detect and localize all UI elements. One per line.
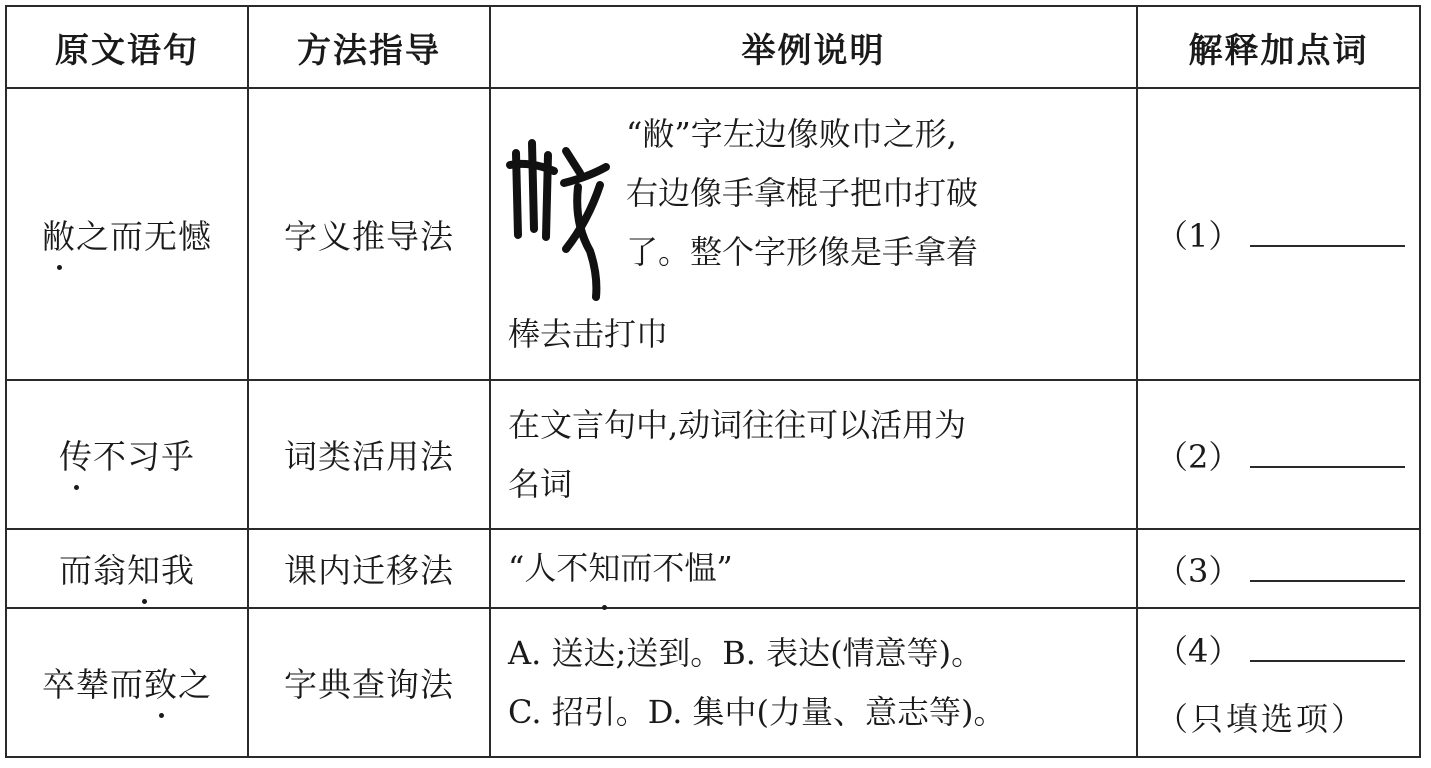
answer-cell <box>1137 608 1420 757</box>
dotted-word: 知 <box>127 545 161 592</box>
original-sentence-cell <box>6 529 248 608</box>
example-line: “敝”字左边像败巾之形, <box>626 114 957 153</box>
header-method-guide: 方法指导 <box>248 6 490 88</box>
table-row <box>6 529 1420 608</box>
header-explain-dotted-word: 解释加点词 <box>1137 6 1420 88</box>
sentence-start: 卒辇而 <box>42 665 144 704</box>
example-cell <box>490 608 1137 757</box>
example-line: A. 送达;送到。B. 表达(情意等)。 <box>508 633 984 672</box>
example-line: 右边像手拿棍子把巾打破 <box>626 173 979 212</box>
answer-label: （3） <box>1156 551 1241 590</box>
original-sentence-cell <box>6 88 248 380</box>
answer-label: （2） <box>1156 437 1241 476</box>
answer-label: （4） <box>1156 631 1241 670</box>
method-cell: 课内迁移法 <box>248 529 490 608</box>
answer-note: （只填选项） <box>1156 699 1367 738</box>
header-example-explanation: 举例说明 <box>490 6 1137 88</box>
example-line: 棒去击打巾 <box>508 314 669 353</box>
sentence-rest: 我 <box>161 551 195 590</box>
example-line: 了。整个字形像是手拿着 <box>626 232 979 271</box>
sentence-rest: 不习乎 <box>93 437 195 476</box>
method-cell: 字义推导法 <box>248 88 490 380</box>
sentence-rest: 之 <box>178 665 212 704</box>
header-original-sentence: 原文语句 <box>6 6 248 88</box>
example-line: 在文言句中,动词往往可以活用为 <box>508 405 967 444</box>
table-row <box>6 88 1420 380</box>
vocabulary-method-table <box>5 5 1421 758</box>
example-rest: 而不愠” <box>620 549 733 587</box>
answer-cell <box>1137 529 1420 608</box>
example-cell <box>490 88 1137 380</box>
sentence-rest: 之而无憾 <box>76 216 212 256</box>
example-cell <box>490 380 1137 529</box>
original-sentence-cell <box>6 608 248 757</box>
dotted-word: 传 <box>59 431 93 478</box>
answer-blank[interactable] <box>1250 630 1405 662</box>
example-line: C. 招引。D. 集中(力量、意志等)。 <box>508 692 1006 731</box>
answer-blank[interactable] <box>1250 215 1405 247</box>
table-header-row <box>6 6 1420 88</box>
table-row <box>6 380 1420 529</box>
table-row <box>6 608 1420 757</box>
dotted-word: 敝 <box>42 211 76 258</box>
sentence-start: 而翁 <box>59 551 127 590</box>
original-sentence-cell <box>6 380 248 529</box>
dotted-word: 知 <box>588 539 620 598</box>
example-line: 名词 <box>508 464 573 503</box>
example-start: “人不 <box>508 549 589 587</box>
method-cell: 字典查询法 <box>248 608 490 757</box>
answer-cell <box>1137 380 1420 529</box>
answer-label: （1） <box>1156 217 1241 255</box>
ancient-bi-character-icon <box>506 125 618 305</box>
answer-cell <box>1137 88 1420 380</box>
method-cell: 词类活用法 <box>248 380 490 529</box>
dotted-word: 致 <box>144 659 178 706</box>
answer-blank[interactable] <box>1250 550 1405 582</box>
answer-blank[interactable] <box>1250 436 1405 468</box>
example-cell <box>490 529 1137 608</box>
